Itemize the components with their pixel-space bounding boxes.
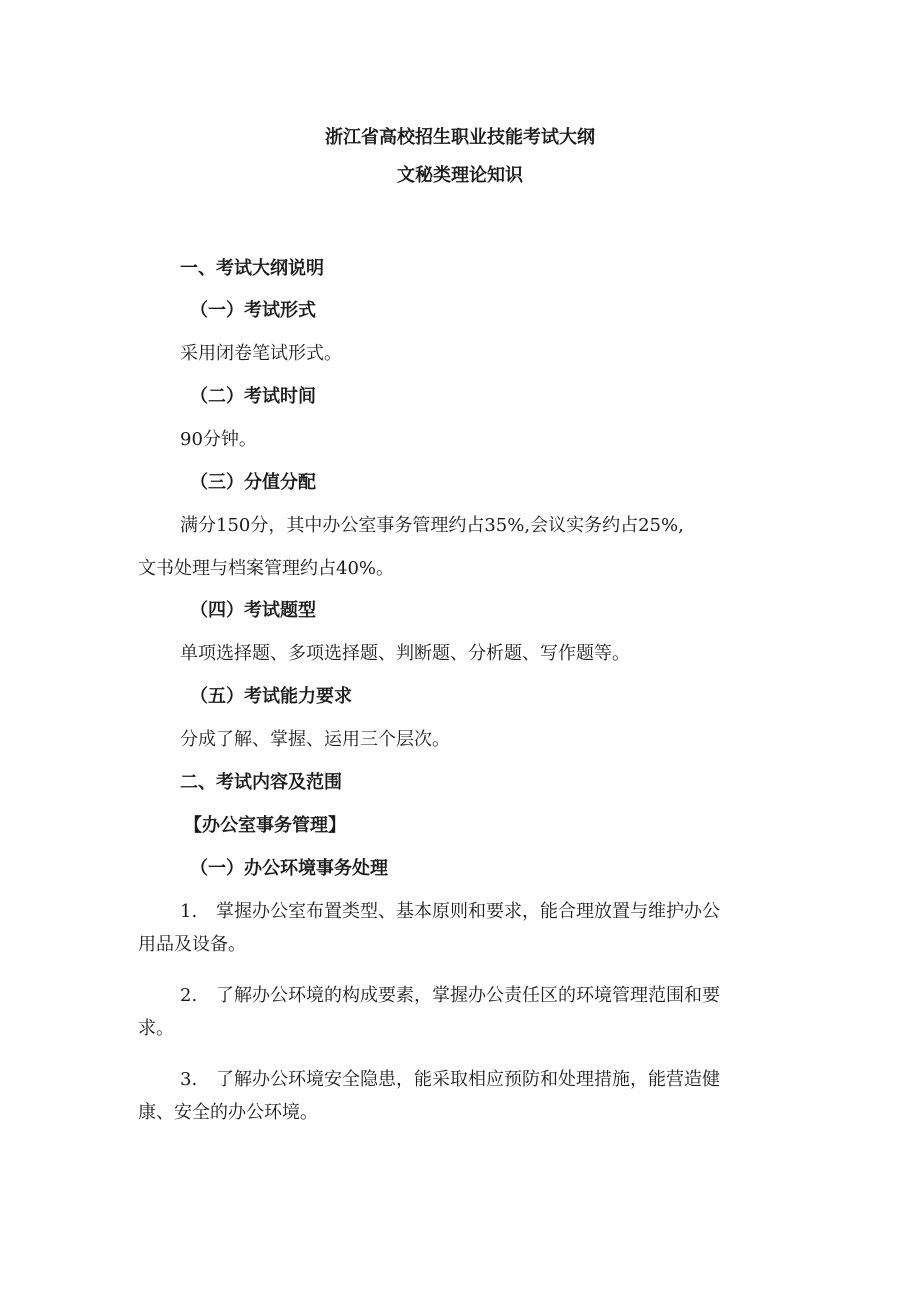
paragraph: 满分150分，其中办公室事务管理约占35%,会议实务约占25%, [180, 515, 684, 536]
paragraph: 90分钟。 [180, 429, 257, 450]
subsection-heading: （四）考试题型 [190, 600, 316, 621]
subsection-heading: （一）考试形式 [190, 300, 316, 321]
item-number: 1. [180, 901, 198, 922]
paragraph: 文书处理与档案管理约占40%。 [138, 558, 395, 579]
subsection-heading: （二）考试时间 [190, 386, 316, 407]
block-heading: 【办公室事务管理】 [184, 815, 346, 836]
paragraph: 采用闭卷笔试形式。 [180, 343, 342, 364]
item-number: 3. [180, 1069, 198, 1090]
item-text: 了解办公环境的构成要素，掌握办公责任区的环境管理范围和要 [216, 985, 720, 1006]
item-text: 用品及设备。 [138, 934, 246, 955]
document-subtitle: 文秘类理论知识 [397, 165, 523, 186]
subsection-heading: （三）分值分配 [190, 472, 316, 493]
item-number: 2. [180, 985, 198, 1006]
section-heading: 二、考试内容及范围 [180, 772, 342, 793]
paragraph: 单项选择题、多项选择题、判断题、分析题、写作题等。 [180, 643, 630, 664]
item-text: 掌握办公室布置类型、基本原则和要求，能合理放置与维护办公 [216, 901, 720, 922]
subsection-heading: （五）考试能力要求 [190, 686, 352, 707]
subsection-heading: （一）办公环境事务处理 [190, 858, 388, 879]
document-title: 浙江省高校招生职业技能考试大纲 [325, 127, 595, 148]
section-heading: 一、考试大纲说明 [180, 258, 324, 279]
item-text: 求。 [138, 1018, 174, 1039]
paragraph: 分成了解、掌握、运用三个层次。 [180, 729, 450, 750]
item-text: 康、安全的办公环境。 [138, 1102, 318, 1123]
item-text: 了解办公环境安全隐患，能采取相应预防和处理措施，能营造健 [216, 1069, 720, 1090]
